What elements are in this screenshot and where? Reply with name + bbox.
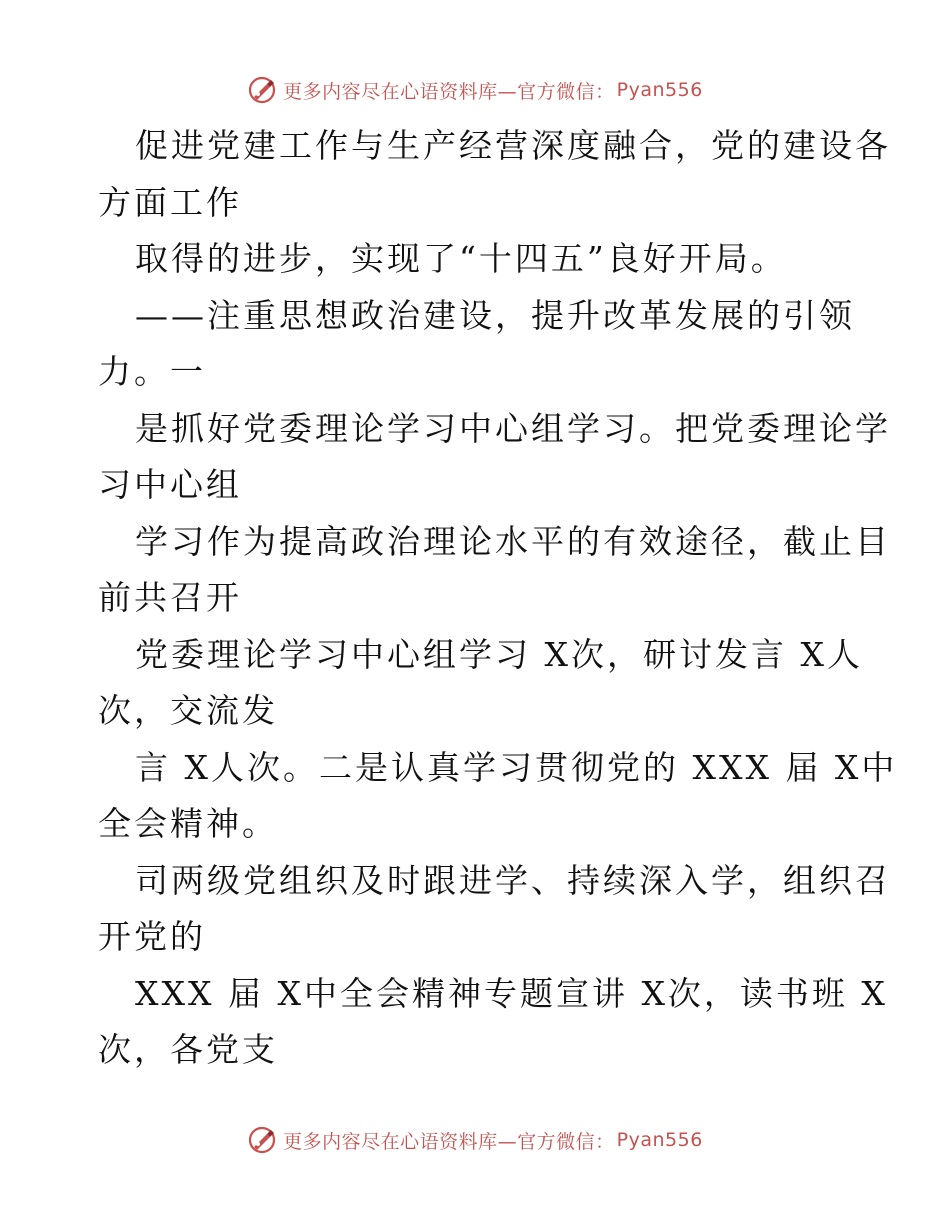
text-line: 是抓好党委理论学习中心组学习。把党委理论学 xyxy=(135,408,891,448)
text-line: 党委理论学习中心组学习 X次，研讨发言 X人 xyxy=(135,634,863,674)
text-line: ——注重思想政治建设，提升改革发展的引领 xyxy=(135,295,855,335)
text-line: 前共召开 xyxy=(98,578,242,617)
text-line: XXX 届 X中全会精神专题宣讲 X次，读书班 X xyxy=(135,973,888,1013)
watermark-text: 更多内容尽在心语资料库—官方微信： xyxy=(283,80,615,103)
text-line: 司两级党组织及时跟进学、持续深入学，组织召 xyxy=(135,860,891,900)
text-line: 次，交流发 xyxy=(98,691,278,730)
document-body xyxy=(98,118,898,1079)
watermark-wechat-id: Pyan556 xyxy=(616,79,703,101)
text-line: 力。一 xyxy=(98,352,206,391)
text-line: 开党的 xyxy=(98,917,206,956)
text-line: 促进党建工作与生产经营深度融合，党的建设各 xyxy=(135,126,891,165)
pen-logo-icon xyxy=(247,75,277,105)
text-line: 次，各党支 xyxy=(98,1030,278,1069)
footer-watermark xyxy=(0,1120,950,1160)
text-line: 言 X人次。二是认真学习贯彻党的 XXX 届 X中 xyxy=(135,747,898,787)
watermark-wechat-id: Pyan556 xyxy=(616,1129,703,1151)
text-line: 习中心组 xyxy=(98,465,242,504)
pen-logo-icon xyxy=(247,1125,277,1155)
watermark-text: 更多内容尽在心语资料库—官方微信： xyxy=(283,1130,615,1153)
text-line: 学习作为提高政治理论水平的有效途径，截止目 xyxy=(135,521,891,561)
text-line: 全会精神。 xyxy=(98,804,278,843)
text-line: 取得的进步，实现了“十四五”良好开局。 xyxy=(135,239,787,278)
header-watermark xyxy=(0,70,950,110)
text-line: 方面工作 xyxy=(98,182,242,222)
